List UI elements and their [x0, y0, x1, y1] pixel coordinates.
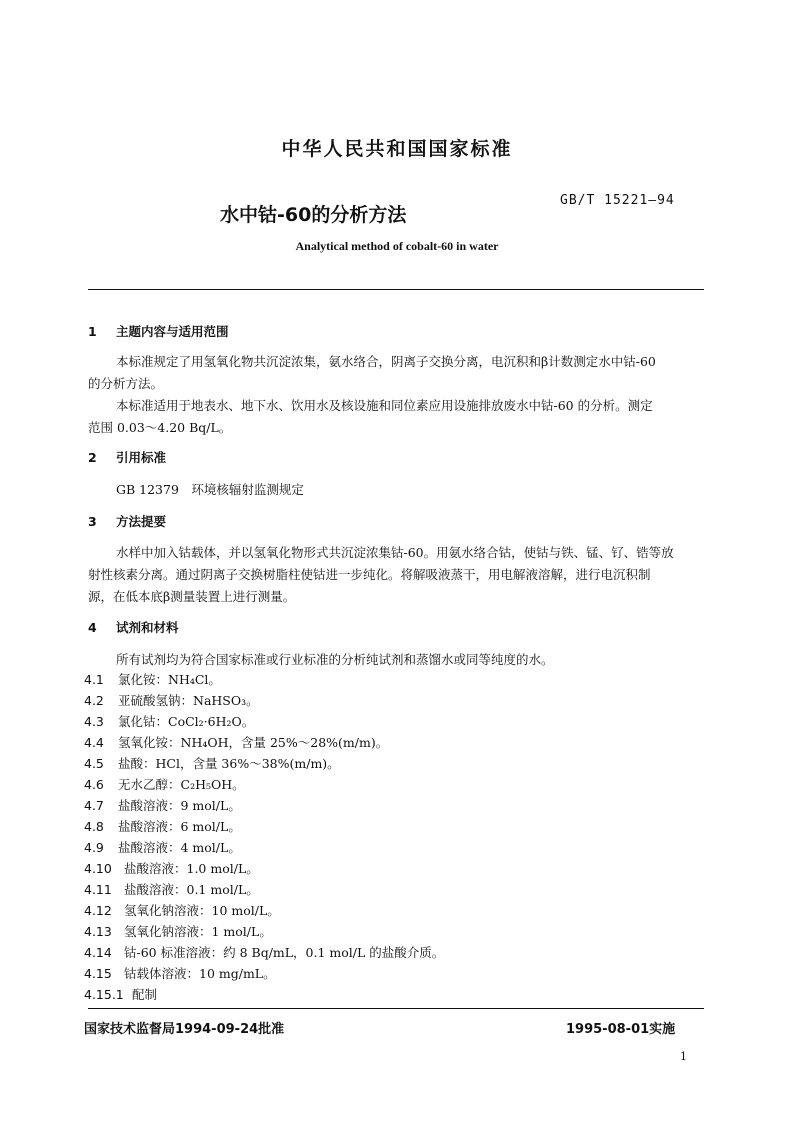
paragraph-line: 水样中加入钴载体，并以氢氧化物形式共沉淀浓集钴-60。用氨水络合钴，使钴与铁、锰、钌、锆等放: [116, 545, 674, 560]
reference-standard: GB 12379 环境核辐射监测规定: [116, 482, 304, 497]
item-text: 钴-60 标准溶液：约 8 Bq/mL，0.1 mol/L 的盐酸介质。: [124, 945, 445, 960]
list-item: [84, 712, 254, 730]
item-text: 氯化钴：CoCl₂·6H₂O。: [118, 714, 255, 729]
section-4-heading: [88, 618, 179, 636]
list-item: [84, 922, 272, 940]
list-item: [84, 733, 388, 751]
document-title: 水中钴-60的分析方法: [220, 204, 407, 226]
item-text: 钴载体溶液：10 mg/mL。: [124, 966, 276, 981]
paragraph-line: 源，在低本底β测量装置上进行测量。: [88, 589, 296, 604]
section-3-heading: [88, 512, 166, 530]
item-number: 4.14: [84, 945, 112, 960]
paragraph-line: 所有试剂均为符合国家标准或行业标准的分析纯试剂和蒸馏水或同等纯度的水。: [116, 652, 554, 667]
paragraph-line: 范围 0.03～4.20 Bq/L。: [88, 420, 232, 435]
item-number: 4.9: [84, 840, 104, 855]
paragraph-line: 本标准适用于地表水、地下水、饮用水及核设施和同位素应用设施排放废水中钴-60 的分析。测定: [116, 398, 653, 413]
item-number: 4.15.1: [84, 987, 124, 1002]
item-number: 4.6: [84, 777, 104, 792]
item-text: 无水乙醇：C₂H₅OH。: [118, 777, 245, 792]
list-item: [84, 859, 259, 877]
section-number: 4: [88, 620, 97, 635]
list-item: [84, 670, 221, 688]
item-number: 4.13: [84, 924, 112, 939]
effective-date: 1995-08-01实施: [566, 1022, 676, 1037]
list-item: [84, 691, 259, 709]
issuer-header: 中华人民共和国国家标准: [281, 138, 513, 160]
item-text: 盐酸溶液：9 mol/L。: [118, 798, 241, 813]
paragraph-line: 的分析方法。: [88, 376, 164, 391]
item-number: 4.7: [84, 798, 104, 813]
section-1-heading: [88, 322, 229, 340]
section-title: 引用标准: [116, 450, 167, 465]
item-text: 亚硫酸氢钠：NaHSO₃。: [118, 693, 259, 708]
item-text: 氢氧化钠溶液：10 mol/L。: [124, 903, 280, 918]
footer-rule: [88, 1008, 704, 1009]
header-rule: [88, 289, 704, 290]
item-number: 4.11: [84, 882, 112, 897]
item-text: 氢氧化钠溶液：1 mol/L。: [124, 924, 272, 939]
item-number: 4.12: [84, 903, 112, 918]
item-number: 4.1: [84, 672, 104, 687]
item-text: 盐酸溶液：4 mol/L。: [118, 840, 241, 855]
section-number: 3: [88, 514, 97, 529]
standard-number: GB/T 15221—94: [560, 193, 675, 208]
item-text: 盐酸：HCl，含量 36%～38%(m/m)。: [118, 756, 340, 771]
item-number: 4.8: [84, 819, 104, 834]
list-item: [84, 817, 241, 835]
list-item: [84, 754, 340, 772]
item-text: 配制: [132, 987, 158, 1002]
list-item: [84, 796, 241, 814]
item-number: 4.3: [84, 714, 104, 729]
section-2-heading: [88, 448, 166, 466]
english-title: Analytical method of cobalt-60 in water: [295, 239, 499, 253]
item-number: 4.5: [84, 756, 104, 771]
item-number: 4.10: [84, 861, 112, 876]
item-text: 盐酸溶液：6 mol/L。: [118, 819, 241, 834]
list-item: [84, 943, 444, 961]
list-item: [84, 775, 245, 793]
item-text: 氢氧化铵：NH₄OH，含量 25%～28%(m/m)。: [118, 735, 389, 750]
list-item: [84, 880, 259, 898]
list-item: [84, 901, 280, 919]
list-item: [84, 964, 276, 982]
section-title: 主题内容与适用范围: [116, 324, 229, 339]
item-text: 盐酸溶液：0.1 mol/L。: [124, 882, 259, 897]
list-item: [84, 838, 241, 856]
list-item: [84, 985, 157, 1003]
item-number: 4.2: [84, 693, 104, 708]
item-text: 盐酸溶液：1.0 mol/L。: [124, 861, 259, 876]
section-number: 1: [88, 324, 97, 339]
paragraph-line: 射性核素分离。通过阴离子交换树脂柱使钴进一步纯化。将解吸液蒸干，用电解液溶解，进行电沉积制: [88, 567, 651, 582]
item-number: 4.15: [84, 966, 112, 981]
section-number: 2: [88, 450, 97, 465]
item-text: 氯化铵：NH₄Cl。: [118, 672, 221, 687]
page-number: 1: [680, 1050, 687, 1063]
item-number: 4.4: [84, 735, 104, 750]
paragraph-line: 本标准规定了用氢氧化物共沉淀浓集，氨水络合，阴离子交换分离，电沉积和β计数测定水中钴-60: [116, 354, 656, 369]
approval-date: 国家技术监督局1994-09-24批准: [84, 1022, 285, 1037]
section-title: 方法提要: [116, 514, 167, 529]
section-title: 试剂和材料: [116, 620, 179, 635]
